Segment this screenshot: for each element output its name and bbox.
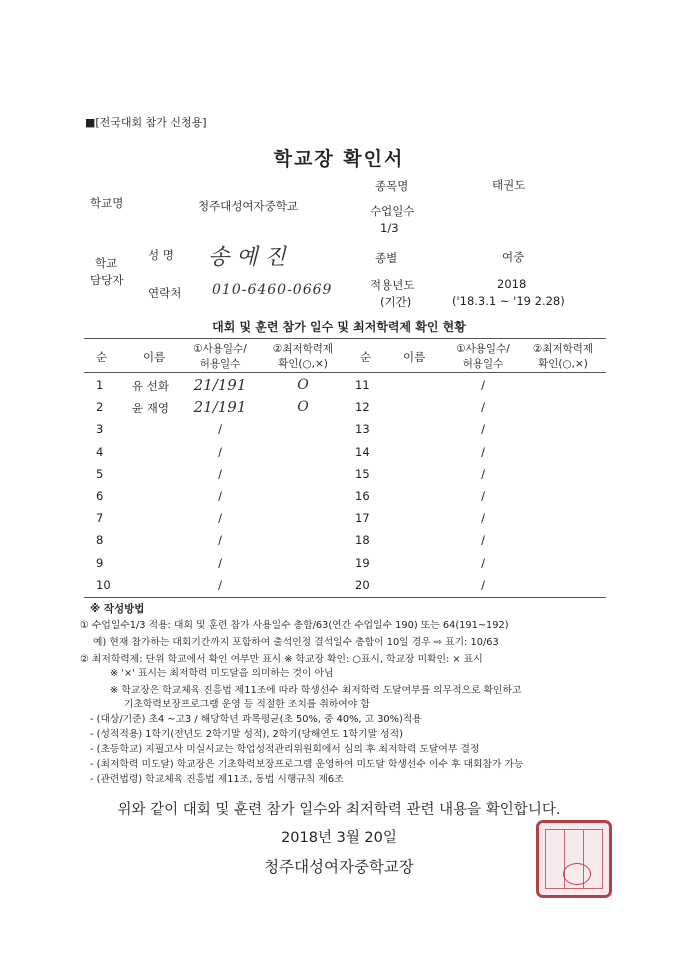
bullet-not-reached: - (최저학력 미도달) 학교장은 기초학력보장프로그램 운영하여 미도달 학생선수 이수 후 대회참가 가능 bbox=[90, 759, 524, 770]
row-left-days: / bbox=[218, 422, 222, 437]
contact-value: 010-6460-0669 bbox=[212, 282, 333, 298]
header-acad-left-1: ②최저학력제 bbox=[272, 343, 334, 355]
row-left-no: 2 bbox=[96, 400, 104, 415]
header-acad-left-2: 확인(○,×) bbox=[278, 358, 328, 370]
header-name-left: 이름 bbox=[143, 350, 166, 364]
school-seal bbox=[536, 820, 612, 898]
header-name-right: 이름 bbox=[403, 350, 426, 364]
note-1-line-1: ① 수업일수1/3 적용: 대회 및 훈련 참가 사용일수 총합/63(연간 수업일수 190) 또는 64(191~192) bbox=[80, 620, 509, 631]
row-right-no: 17 bbox=[355, 511, 370, 526]
row-left-days: / bbox=[218, 444, 222, 459]
class-days-label: 수업일수 bbox=[370, 204, 415, 218]
contact-label: 연락처 bbox=[148, 286, 182, 300]
row-left-days: / bbox=[218, 577, 222, 592]
bullet-law: - (관련법령) 학교체육 진흥법 제11조, 동법 시행규칙 제6조 bbox=[90, 774, 344, 785]
row-right-days: / bbox=[481, 400, 485, 415]
row-right-no: 14 bbox=[355, 444, 370, 459]
note-3-line-2: 기초학력보장프로그램 운영 등 적절한 조치를 취하여야 함 bbox=[124, 699, 370, 710]
row-left-days: / bbox=[218, 555, 222, 570]
period-label: (기간) bbox=[380, 295, 412, 309]
row-left-no: 6 bbox=[96, 489, 104, 503]
header-days-right-1: ①사용일수/ bbox=[456, 343, 510, 355]
manager-name: 송 예 진 bbox=[208, 245, 286, 270]
row-right-days: / bbox=[481, 577, 485, 592]
header-acad-right-2: 확인(○,×) bbox=[538, 358, 588, 370]
name-label: 성 명 bbox=[148, 248, 174, 262]
row-left-no: 7 bbox=[96, 511, 104, 526]
row-right-no: 11 bbox=[355, 378, 370, 392]
school-name: 청주대성여자중학교 bbox=[198, 199, 298, 213]
school-label: 학교명 bbox=[90, 196, 124, 210]
class-days-value: 1/3 bbox=[380, 221, 399, 235]
row-right-days: / bbox=[481, 466, 485, 481]
table-title: 대회 및 훈련 참가 일수 및 최저학력제 확인 현황 bbox=[212, 320, 466, 334]
row-right-no: 20 bbox=[355, 577, 370, 592]
year-value: 2018 bbox=[497, 277, 527, 291]
row-left-no: 10 bbox=[96, 577, 111, 592]
event-label: 종목명 bbox=[375, 179, 409, 193]
row-right-days: / bbox=[481, 444, 485, 459]
header-days-left-1: ①사용일수/ bbox=[193, 343, 247, 355]
header-no-right: 순 bbox=[360, 350, 372, 364]
note-2-line-1: ② 최저학력제: 단위 학교에서 확인 여부만 표시 ※ 학교장 확인: ○표시, 학교장 미확인: × 표시 bbox=[80, 654, 483, 665]
year-label: 적용년도 bbox=[370, 278, 415, 292]
form-tag: ■[전국대회 참가 신청용] bbox=[85, 116, 207, 129]
row-right-days: / bbox=[481, 511, 485, 526]
header-no-left: 순 bbox=[96, 350, 108, 364]
bullet-target: - (대상/기준) 초4 ~고3 / 해당학년 과목평균(초 50%, 중 40%, 고 30%)적용 bbox=[90, 714, 422, 725]
row-left-no: 9 bbox=[96, 555, 104, 570]
row-left-days: / bbox=[218, 533, 222, 548]
row-left-days: 21/191 bbox=[193, 376, 247, 394]
row-left-acad: O bbox=[297, 399, 309, 416]
row-left-days: / bbox=[218, 466, 222, 481]
header-days-right-2: 허용일수 bbox=[462, 358, 504, 370]
table-top-rule bbox=[84, 338, 606, 339]
bullet-elementary: - (초등학교) 지필고사 미실시교는 학업성적관리위원회에서 심의 후 최저학력 도달여부 결정 bbox=[90, 744, 480, 755]
table-header-rule bbox=[84, 372, 606, 373]
manager-label-1: 학교 bbox=[95, 256, 118, 270]
row-right-no: 12 bbox=[355, 400, 370, 415]
row-left-name: 유 선화 bbox=[132, 379, 169, 393]
table-bottom-rule bbox=[84, 597, 606, 598]
note-2-line-2: ※ '×' 표시는 최저학력 미도달을 의미하는 것이 아님 bbox=[110, 668, 334, 679]
row-right-no: 16 bbox=[355, 489, 370, 503]
row-right-no: 19 bbox=[355, 555, 370, 570]
signer: 청주대성여자중학교장 bbox=[264, 858, 414, 876]
row-left-no: 1 bbox=[96, 378, 104, 392]
gender-value: 여중 bbox=[502, 250, 525, 264]
row-left-days: 21/191 bbox=[193, 398, 247, 417]
note-1-line-2: 예) 현재 참가하는 대회기간까지 포함하여 출석인정 결석일수 총합이 10일 경우 ⇨ 표기: 10/63 bbox=[93, 637, 499, 648]
row-right-days: / bbox=[481, 555, 485, 570]
row-left-no: 4 bbox=[96, 444, 104, 459]
row-left-no: 3 bbox=[96, 422, 104, 437]
notes-heading: ※ 작성방법 bbox=[90, 603, 145, 615]
row-left-acad: O bbox=[297, 377, 309, 393]
header-acad-right-1: ②최저학력제 bbox=[532, 343, 594, 355]
row-right-no: 13 bbox=[355, 422, 370, 437]
row-left-no: 5 bbox=[96, 466, 104, 481]
event-value: 태권도 bbox=[492, 178, 526, 192]
seal-ring bbox=[563, 863, 591, 885]
row-left-days: / bbox=[218, 511, 222, 526]
row-right-days: / bbox=[481, 533, 485, 548]
row-right-no: 18 bbox=[355, 533, 370, 548]
row-right-days: / bbox=[481, 489, 485, 503]
row-right-no: 15 bbox=[355, 466, 370, 481]
bullet-grades: - (성적적용) 1학기(전년도 2학기말 성적), 2학기(당해연도 1학기말 성적) bbox=[90, 729, 403, 740]
row-left-no: 8 bbox=[96, 533, 104, 548]
row-right-days: / bbox=[481, 422, 485, 437]
note-3-line-1: ※ 학교장은 학교체육 진흥법 제11조에 따라 학생선수 최저학력 도달여부를 의무적으로 확인하고 bbox=[110, 685, 522, 696]
issue-date: 2018년 3월 20일 bbox=[281, 830, 397, 846]
page-title: 학교장 확인서 bbox=[273, 148, 405, 170]
period-value: ('18.3.1 ~ '19 2.28) bbox=[452, 294, 565, 308]
manager-label-2: 담당자 bbox=[90, 273, 124, 287]
row-right-days: / bbox=[481, 378, 485, 392]
row-left-days: / bbox=[218, 489, 222, 503]
gender-label: 종별 bbox=[375, 251, 398, 265]
row-left-name: 윤 재영 bbox=[132, 401, 169, 416]
closing-statement: 위와 같이 대회 및 훈련 참가 일수와 최저학력 관련 내용을 확인합니다. bbox=[117, 802, 561, 818]
header-days-left-2: 허용일수 bbox=[199, 358, 241, 370]
